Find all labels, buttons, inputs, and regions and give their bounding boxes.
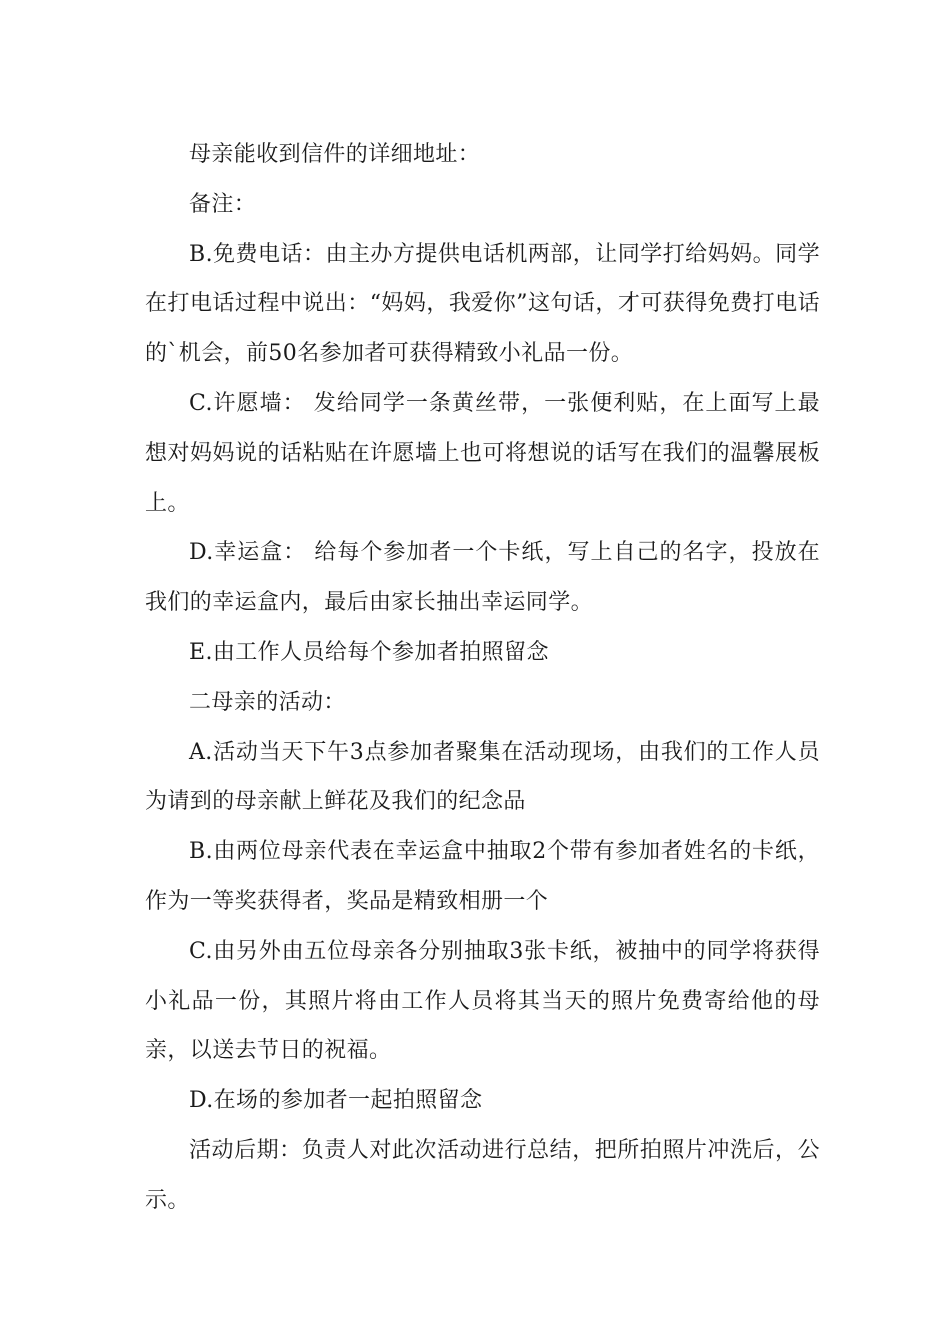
paragraph-activity-d: D.在场的参加者一起拍照留念 bbox=[189, 1088, 483, 1114]
paragraph-post-activity: 活动后期：负责人对此次活动进行总结，把所拍照片冲洗后，公示。 bbox=[145, 1137, 820, 1213]
paragraph-activity-a: A.活动当天下午3点参加者聚集在活动现场，由我们的工作人员为请到的母亲献上鲜花及我们的纪念品 bbox=[145, 739, 820, 815]
paragraph-notes: 备注： bbox=[189, 191, 257, 217]
paragraph-wish-wall: C.许愿墙： 发给同学一条黄丝带，一张便利贴，在上面写上最想对妈妈说的话粘贴在许愿墙上也可将想说的话写在我们的温馨展板上。 bbox=[145, 390, 820, 516]
document-body bbox=[145, 130, 820, 1226]
paragraph-activity-c: C.由另外由五位母亲各分别抽取3张卡纸，被抽中的同学将获得小礼品一份，其照片将由工作人员将其当天的照片免费寄给他的母亲，以送去节日的祝福。 bbox=[145, 938, 820, 1064]
paragraph-lucky-box: D.幸运盒： 给每个参加者一个卡纸，写上自己的名字，投放在我们的幸运盒内，最后由家长抽出幸运同学。 bbox=[145, 540, 820, 616]
paragraph-activity-b: B.由两位母亲代表在幸运盒中抽取2个带有参加者姓名的卡纸，作为一等奖获得者，奖品是精致相册一个 bbox=[145, 839, 820, 914]
paragraph-free-call: B.免费电话：由主办方提供电话机两部，让同学打给妈妈。同学在打电话过程中说出：“妈妈，我爱你”这句话，才可获得免费打电话的`机会，前50名参加者可获得精致小礼品一份。 bbox=[145, 241, 820, 367]
paragraph-photo: E.由工作人员给每个参加者拍照留念 bbox=[189, 639, 549, 665]
paragraph-address: 母亲能收到信件的详细地址： bbox=[189, 142, 481, 167]
paragraph-mother-activities-heading: 二母亲的活动： bbox=[189, 689, 346, 715]
